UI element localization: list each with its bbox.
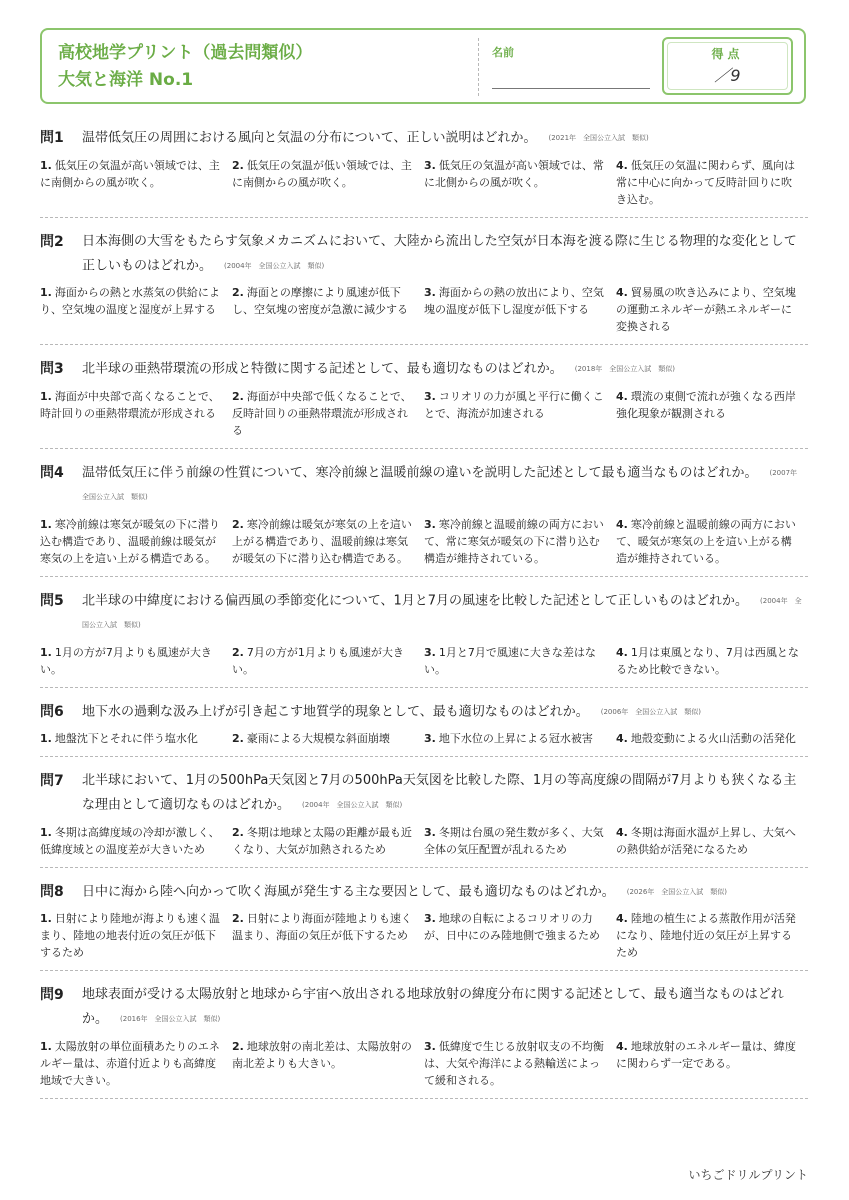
choice-number: 2. [232, 732, 244, 745]
question-number: 問8 [40, 883, 64, 900]
answer-choice[interactable] [232, 910, 424, 961]
answer-choice[interactable] [616, 516, 808, 567]
choice-number: 2. [232, 517, 244, 531]
answer-choice[interactable] [40, 730, 232, 747]
answer-choice[interactable] [232, 824, 424, 858]
answer-choice[interactable] [232, 157, 424, 208]
answer-choice[interactable] [424, 824, 616, 858]
choice-text: 1月と7月で風速に大きな差はない。 [424, 645, 596, 676]
choice-number: 3. [424, 1039, 436, 1053]
answer-choice[interactable] [424, 644, 616, 678]
choice-row [40, 388, 808, 439]
choice-number: 2. [232, 912, 244, 925]
header-divider [478, 38, 479, 96]
choice-number: 4. [616, 158, 628, 172]
question-body: 地球表面が受ける太陽放射と地球から宇宙へ放出される地球放射の緯度分布に関する記述として、最も適当なものはどれか。 [82, 987, 784, 1027]
question-body: 北半球の中緯度における偏西風の季節変化について、1月と7月の風速を比較した記述として正しいものはどれか。 [82, 593, 749, 608]
question-block [40, 979, 808, 1099]
question-block [40, 585, 808, 688]
choice-text: 寒冷前線は暖気が寒気の上を這い上がる構造であり、温暖前線は寒気が暖気の下に潜り込む構造である。 [232, 517, 412, 565]
choice-text: 海面が中央部で高くなることで、時計回りの亜熱帯環流が形成される [40, 389, 220, 420]
choice-text: 海面が中央部で低くなることで、反時計回りの亜熱帯環流が形成される [232, 389, 412, 437]
choice-text: 低気圧の気温が低い領域では、主に南側からの風が吹く。 [232, 158, 412, 189]
choice-number: 3. [424, 732, 436, 745]
choice-text: 低緯度で生じる放射収支の不均衡は、大気や海洋による熱輸送によって緩和される。 [424, 1039, 604, 1087]
choice-number: 4. [616, 517, 628, 531]
question-block [40, 696, 808, 758]
choice-text: 環流の東側で流れが強くなる西岸強化現象が観測される [616, 389, 796, 420]
choice-number: 2. [232, 158, 244, 172]
choice-number: 2. [232, 825, 244, 839]
answer-choice[interactable] [232, 644, 424, 678]
title-line-1: 高校地学プリント（過去問類似） [58, 43, 313, 63]
question-body: 日中に海から陸へ向かって吹く海風が発生する主な要因として、最も適切なものはどれか。 [82, 884, 615, 899]
answer-choice[interactable] [424, 157, 616, 208]
choice-text: 冬期は地球と太陽の距離が最も近くなり、大気が加熱されるため [232, 825, 412, 856]
question-block [40, 457, 808, 577]
question-text [82, 230, 808, 279]
answer-choice[interactable] [40, 516, 232, 567]
answer-choice[interactable] [424, 910, 616, 961]
choice-number: 1. [40, 1039, 52, 1053]
worksheet-header [40, 28, 806, 104]
question-text [82, 880, 808, 905]
choice-number: 3. [424, 517, 436, 531]
question-source: (2007年 全国公立入試 類似) [82, 468, 805, 501]
answer-choice[interactable] [232, 516, 424, 567]
answer-choice[interactable] [232, 1038, 424, 1089]
question-number: 問4 [40, 464, 64, 481]
choice-number: 1. [40, 389, 52, 403]
choice-text: 地球放射の南北差は、太陽放射の南北差よりも大きい。 [232, 1039, 412, 1070]
choice-number: 1. [40, 517, 52, 531]
question-source: (2006年 全国公立入試 類似) [600, 707, 702, 716]
question-text [82, 983, 808, 1032]
answer-choice[interactable] [424, 516, 616, 567]
score-value[interactable]: ／9 [714, 66, 741, 85]
answer-choice[interactable] [40, 644, 232, 678]
choice-row [40, 824, 808, 858]
choice-row [40, 730, 808, 747]
choice-row [40, 516, 808, 567]
question-head [40, 461, 808, 510]
answer-choice[interactable] [40, 284, 232, 335]
choice-row [40, 1038, 808, 1089]
choice-number: 4. [616, 732, 628, 745]
choice-number: 1. [40, 645, 52, 659]
question-block [40, 226, 808, 346]
question-text [82, 769, 808, 818]
answer-choice[interactable] [616, 388, 808, 439]
choice-text: 地球放射のエネルギー量は、緯度に関わらず一定である。 [616, 1039, 796, 1070]
choice-text: 低気圧の気温が高い領域では、主に南側からの風が吹く。 [40, 158, 220, 189]
question-number: 問5 [40, 592, 64, 609]
choice-text: 冬期は台風の発生数が多く、大気全体の気圧配置が乱れるため [424, 825, 604, 856]
question-head [40, 983, 808, 1032]
question-head [40, 769, 808, 818]
choice-text: 1月は東風となり、7月は西風となるため比較できない。 [616, 645, 799, 676]
choice-text: 冬期は海面水温が上昇し、大気への熱供給が活発になるため [616, 825, 796, 856]
choice-text: 貿易風の吹き込みにより、空気塊の運動エネルギーが熱エネルギーに変換される [616, 286, 796, 333]
choice-number: 2. [232, 286, 244, 299]
answer-choice[interactable] [616, 730, 808, 747]
choice-text: 海面からの熱と水蒸気の供給により、空気塊の温度と湿度が上昇する [40, 286, 220, 316]
choice-number: 3. [424, 158, 436, 172]
choice-row [40, 910, 808, 961]
choice-text: コリオリの力が風と平行に働くことで、海流が加速される [424, 389, 604, 420]
answer-choice[interactable] [424, 388, 616, 439]
answer-choice[interactable] [424, 284, 616, 335]
question-text [82, 461, 808, 510]
choice-number: 3. [424, 825, 436, 839]
answer-choice[interactable] [232, 284, 424, 335]
choice-number: 4. [616, 389, 628, 403]
score-box [662, 37, 793, 95]
choice-number: 3. [424, 389, 436, 403]
question-text [82, 126, 808, 151]
choice-text: 冬期は高緯度域の冷却が激しく、低緯度域との温度差が大きいため [40, 825, 220, 856]
answer-choice[interactable] [40, 1038, 232, 1089]
choice-number: 3. [424, 912, 436, 925]
answer-choice[interactable] [40, 157, 232, 208]
footer-brand: いちごドリルプリント [688, 1168, 808, 1182]
choice-number: 4. [616, 286, 628, 299]
choice-number: 3. [424, 645, 436, 659]
choice-text: 寒冷前線は寒気が暖気の下に潜り込む構造であり、温暖前線は暖気が寒気の上を這い上がる構造である。 [40, 517, 220, 565]
question-block [40, 876, 808, 972]
choice-number: 1. [40, 825, 52, 839]
question-body: 温帯低気圧に伴う前線の性質について、寒冷前線と温暖前線の違いを説明した記述として最も適当なものはどれか。 [82, 465, 758, 480]
choice-number: 3. [424, 286, 436, 299]
question-block [40, 353, 808, 449]
question-head [40, 700, 808, 725]
question-head [40, 880, 808, 905]
choice-text: 7月の方が1月よりも風速が大きい。 [232, 645, 404, 676]
question-head [40, 230, 808, 279]
choice-text: 地球の自転によるコリオリの力が、日中にのみ陸地側で強まるため [424, 912, 600, 942]
choice-number: 2. [232, 389, 244, 403]
question-body: 地下水の過剰な汲み上げが引き起こす地質学的現象として、最も適切なものはどれか。 [82, 704, 589, 719]
question-head [40, 357, 808, 382]
title-line-2: 大気と海洋 No.1 [58, 70, 194, 90]
choice-text: 陸地の植生による蒸散作用が活発になり、陸地付近の気圧が上昇するため [616, 912, 796, 959]
question-head [40, 126, 808, 151]
question-block [40, 765, 808, 868]
question-number: 問6 [40, 703, 64, 720]
question-source: (2018年 全国公立入試 類似) [574, 365, 676, 373]
answer-choice[interactable] [232, 388, 424, 439]
question-block [40, 122, 808, 218]
choice-text: 海面との摩擦により風速が低下し、空気塊の密度が急激に減少する [232, 286, 408, 316]
choice-text: 日射により海面が陸地よりも速く温まり、海面の気圧が低下するため [232, 912, 412, 942]
question-source: (2016年 全国公立入試 類似) [120, 1015, 221, 1023]
question-text [82, 700, 808, 725]
choice-number: 4. [616, 1039, 628, 1053]
question-text [82, 357, 808, 382]
answer-choice[interactable] [616, 284, 808, 335]
answer-choice[interactable] [232, 730, 424, 747]
choice-number: 1. [40, 912, 52, 925]
question-body: 北半球の亜熱帯環流の形成と特徴に関する記述として、最も適切なものはどれか。 [82, 361, 563, 377]
question-source: (2004年 全国公立入試 類似) [224, 261, 325, 270]
choice-text: 寒冷前線と温暖前線の両方において、常に寒気が暖気の下に潜り込む構造が維持されている。 [424, 517, 604, 565]
choice-text: 地殻変動による火山活動の活発化 [630, 732, 796, 745]
question-text [82, 589, 808, 638]
answer-choice[interactable] [40, 910, 232, 961]
choice-number: 2. [232, 1039, 244, 1053]
question-source: (2021年 全国公立入試 類似) [548, 134, 649, 142]
question-number: 問9 [40, 987, 64, 1003]
score-label: 得点 [711, 47, 744, 61]
choice-text: 地下水位の上昇による冠水被害 [438, 732, 593, 745]
name-label: 名前 [492, 46, 514, 59]
answer-choice[interactable] [40, 824, 232, 858]
choice-number: 4. [616, 912, 628, 925]
choice-row [40, 284, 808, 335]
question-head [40, 589, 808, 638]
answer-choice[interactable] [616, 910, 808, 961]
question-number: 問7 [40, 773, 64, 789]
answer-choice[interactable] [40, 388, 232, 439]
name-field[interactable] [492, 88, 650, 89]
answer-choice[interactable] [616, 644, 808, 678]
answer-choice[interactable] [424, 1038, 616, 1089]
question-body: 北半球において、1月の500hPa天気図と7月の500hPa天気図を比較した際、1月の等高度線の間隔が7月よりも狭くなる主な理由として適切なものはどれか。 [82, 773, 797, 813]
answer-choice[interactable] [616, 1038, 808, 1089]
choice-number: 1. [40, 286, 52, 299]
choice-text: 寒冷前線と温暖前線の両方において、暖気が寒気の上を這い上がる構造が維持されている。 [616, 517, 796, 565]
answer-choice[interactable] [424, 730, 616, 747]
choice-row [40, 157, 808, 208]
answer-choice[interactable] [616, 824, 808, 858]
choice-text: 1月の方が7月よりも風速が大きい。 [40, 645, 212, 676]
question-source: (2004年 全国公立入試 類似) [302, 801, 403, 809]
choice-number: 4. [616, 825, 628, 839]
choice-number: 1. [40, 732, 52, 745]
choice-text: 日射により陸地が海よりも速く温まり、陸地の地表付近の気圧が低下するため [40, 912, 220, 959]
question-body: 温帯低気圧の周囲における風向と気温の分布について、正しい説明はどれか。 [82, 130, 537, 146]
question-number: 問3 [40, 361, 64, 377]
question-number: 問1 [40, 130, 64, 146]
answer-choice[interactable] [616, 157, 808, 208]
question-source: (2004年 全国公立入試 類似) [82, 596, 802, 629]
question-list [40, 122, 808, 1107]
choice-text: 低気圧の気温に関わらず、風向は常に中心に向かって反時計回りに吹き込む。 [616, 158, 795, 206]
question-source: (2026年 全国公立入試 類似) [626, 887, 728, 896]
choice-text: 地盤沈下とそれに伴う塩水化 [54, 732, 198, 745]
question-body: 日本海側の大雪をもたらす気象メカニズムにおいて、大陸から流出した空気が日本海を渡る際に生じる物理的な変化として正しいものはどれか。 [82, 233, 797, 273]
choice-number: 1. [40, 158, 52, 172]
choice-row [40, 644, 808, 678]
choice-text: 低気圧の気温が高い領域では、常に北側からの風が吹く。 [424, 158, 604, 189]
choice-number: 4. [616, 645, 628, 659]
choice-text: 豪雨による大規模な斜面崩壊 [246, 732, 390, 745]
choice-text: 海面からの熱の放出により、空気塊の温度が低下し湿度が低下する [424, 286, 604, 316]
choice-number: 2. [232, 645, 244, 659]
question-number: 問2 [40, 233, 64, 250]
worksheet-title [58, 40, 312, 94]
choice-text: 太陽放射の単位面積あたりのエネルギー量は、赤道付近よりも高緯度地域で大きい。 [40, 1039, 220, 1087]
